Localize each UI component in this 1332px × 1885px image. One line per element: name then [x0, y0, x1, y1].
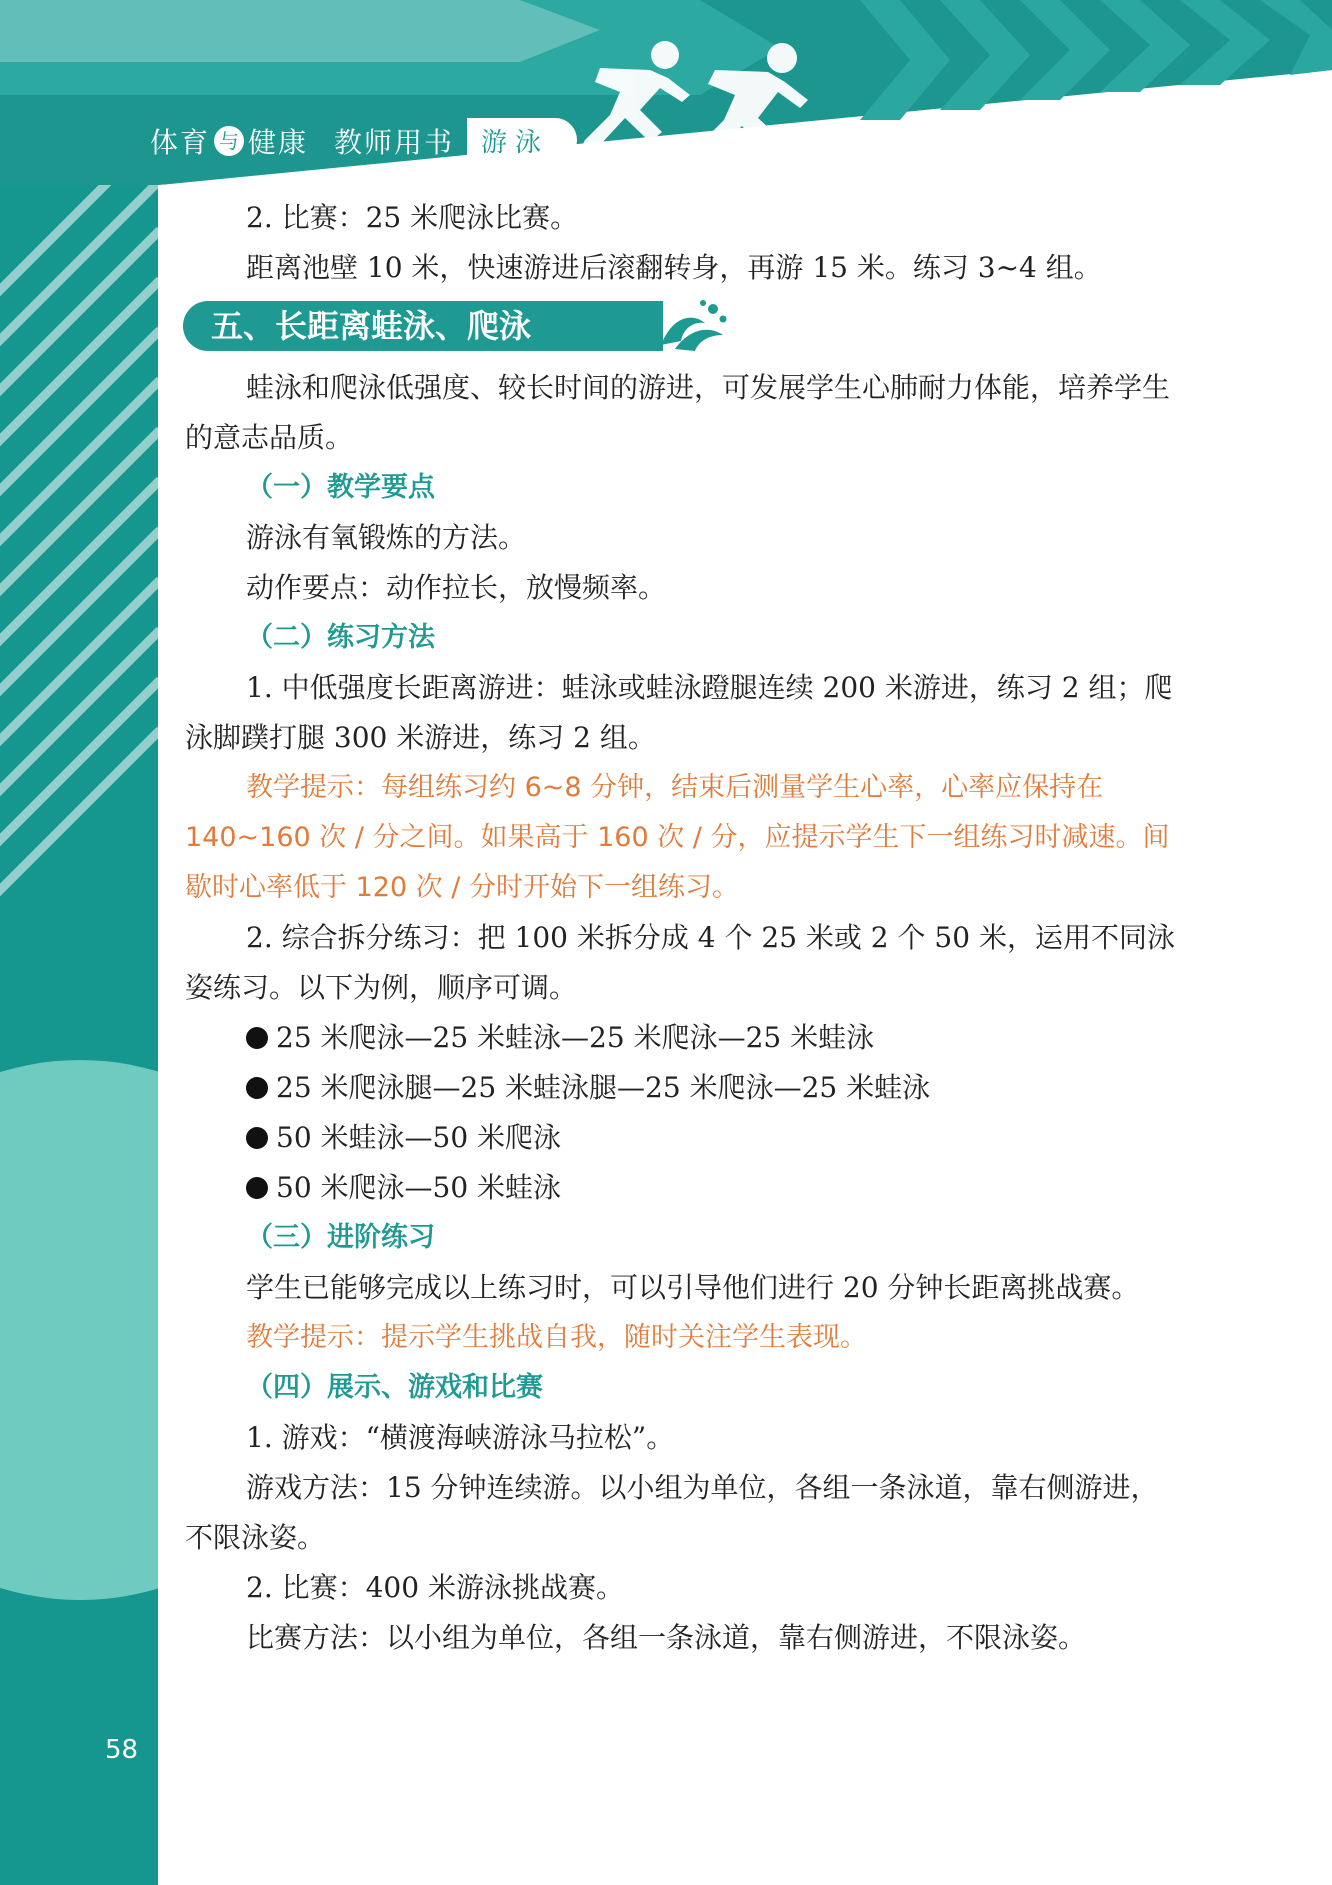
teaching-tip: 教学提示：提示学生挑战自我，随时关注学生表现。	[246, 1322, 867, 1353]
paragraph: 游泳有氧锻炼的方法。	[246, 521, 527, 554]
paragraph: 1. 中低强度长距离游进：蛙泳或蛙泳蹬腿连续 200 米游进，练习 2 组；爬泳脚蹼打腿 300 米游进，练习 2 组。	[185, 671, 1173, 754]
paragraph: 1. 游戏：“横渡海峡游泳马拉松”。	[246, 1421, 675, 1454]
title-part1: 体育	[150, 126, 211, 159]
paragraph: 学生已能够完成以上练习时，可以引导他们进行 20 分钟长距离挑战赛。	[246, 1271, 1140, 1304]
paragraph: 比赛方法：以小组为单位，各组一条泳道，靠右侧游进，不限泳姿。	[246, 1621, 1087, 1654]
list-item: 25 米爬泳—25 米蛙泳—25 米爬泳—25 米蛙泳	[185, 1013, 1177, 1063]
list-item: 50 米爬泳—50 米蛙泳	[185, 1163, 1177, 1213]
title-connector-badge: 与	[214, 126, 244, 156]
paragraph: 2. 比赛：25 米爬泳比赛。	[246, 201, 579, 234]
paragraph: 蛙泳和爬泳低强度、较长时间的游进，可发展学生心肺耐力体能，培养学生的意志品质。	[185, 371, 1171, 454]
list-item: 25 米爬泳腿—25 米蛙泳腿—25 米爬泳—25 米蛙泳	[185, 1063, 1177, 1113]
bullet-icon	[246, 1027, 268, 1049]
wave-icon	[653, 295, 733, 355]
bullet-icon	[246, 1177, 268, 1199]
paragraph: 2. 综合拆分练习：把 100 米拆分成 4 个 25 米或 2 个 50 米，运用不同泳姿练习。以下为例，顺序可调。	[185, 921, 1175, 1004]
subsection-heading: （二）练习方法	[246, 622, 435, 653]
subsection-heading: （三）进阶练习	[246, 1222, 435, 1253]
subsection-heading: （一）教学要点	[246, 472, 435, 503]
list-item: 50 米蛙泳—50 米爬泳	[185, 1113, 1177, 1163]
bullet-icon	[246, 1127, 268, 1149]
title-part2: 健康	[248, 126, 309, 159]
page-content	[185, 193, 1177, 1663]
paragraph: 动作要点：动作拉长，放慢频率。	[246, 571, 667, 604]
book-title	[150, 120, 454, 162]
chapter-tab: 游泳	[467, 118, 577, 162]
paragraph: 距离池壁 10 米，快速游进后滚翻转身，再游 15 米。练习 3~4 组。	[246, 251, 1102, 284]
title-part3: 教师用书	[334, 126, 455, 159]
paragraph: 游戏方法：15 分钟连续游。以小组为单位，各组一条泳道，靠右侧游进，不限泳姿。	[185, 1471, 1159, 1554]
subsection-heading: （四）展示、游戏和比赛	[246, 1372, 543, 1403]
bullet-icon	[246, 1077, 268, 1099]
section-heading	[183, 301, 663, 351]
page-number: 58	[105, 1735, 139, 1765]
teaching-tip: 教学提示：每组练习约 6~8 分钟，结束后测量学生心率，心率应保持在 140~160 次 / 分之间。如果高于 160 次 / 分，应提示学生下一组练习时减速。间歇时心率低于 120 次 / 分时开始下一组练习。	[185, 772, 1170, 903]
paragraph: 2. 比赛：400 米游泳挑战赛。	[246, 1571, 624, 1604]
section-heading-text: 五、长距离蛙泳、爬泳	[211, 307, 532, 345]
